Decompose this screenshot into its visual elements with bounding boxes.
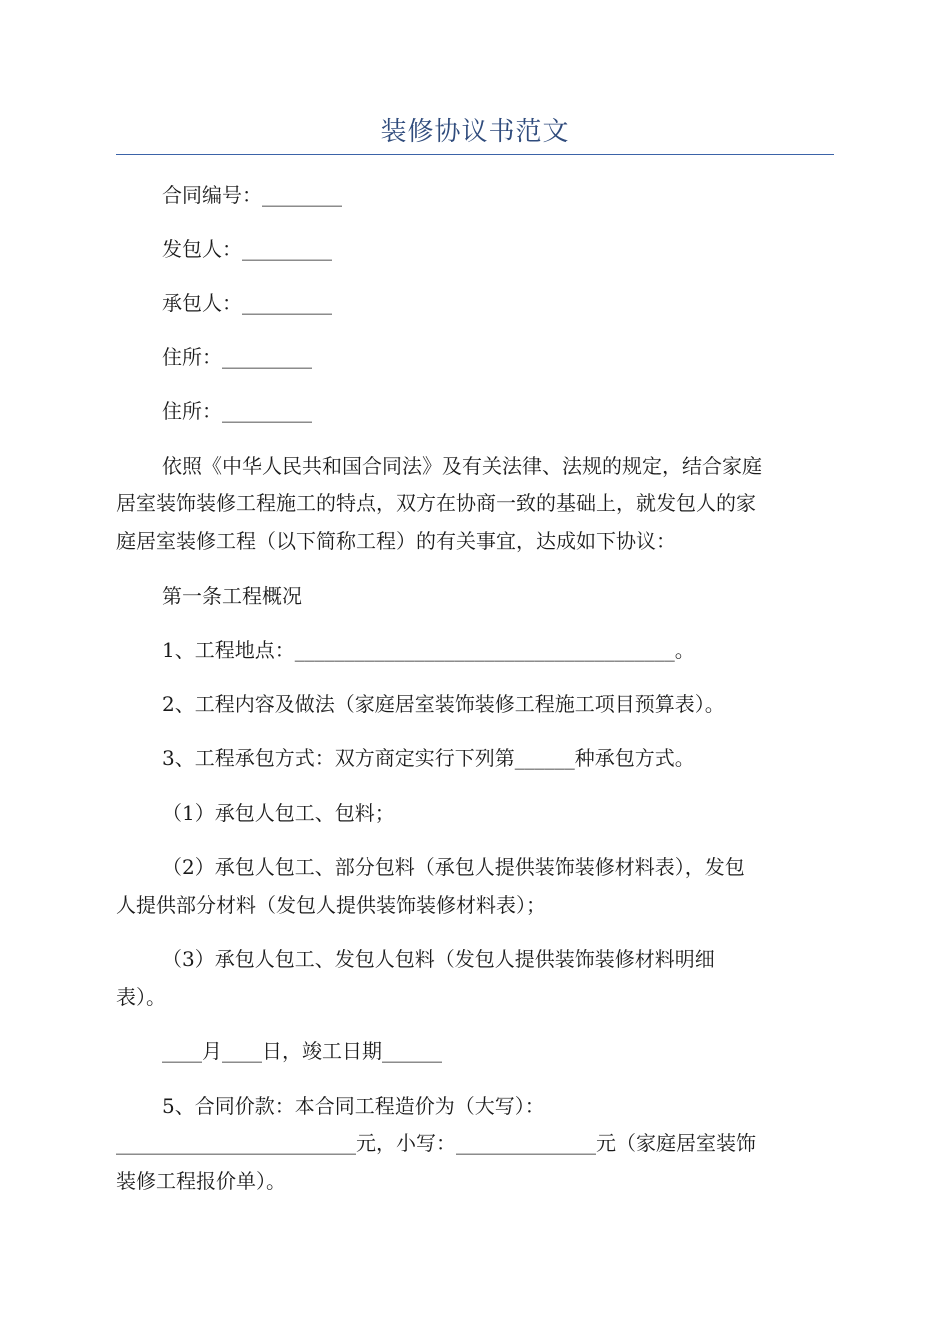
clause-1-location: 1、工程地点：______________________________________。 [162, 638, 695, 662]
preamble-line-1: 依照《中华人民共和国合同法》及有关法律、法规的规定，结合家庭 [162, 454, 762, 478]
address-line-1: 住所：_________ [162, 345, 312, 369]
clause-5-price-line-2: ________________________元，小写：______________元（家庭居室装饰 [116, 1131, 756, 1155]
title-underline [116, 154, 834, 155]
employer-line: 发包人：_________ [162, 237, 332, 261]
clause-5-price-line-1: 5、合同价款：本合同工程造价为（大写）： [162, 1094, 545, 1118]
preamble-line-2: 居室装饰装修工程施工的特点，双方在协商一致的基础上，就发包人的家 [116, 491, 756, 515]
preamble-line-3: 庭居室装修工程（以下简称工程）的有关事宜，达成如下协议： [116, 529, 676, 553]
address-line-2: 住所：_________ [162, 399, 312, 423]
clause-2-content: 2、工程内容及做法（家庭居室装饰装修工程施工项目预算表）。 [162, 692, 725, 716]
schedule-line: ____月____日，竣工日期______ [162, 1039, 442, 1063]
option-1: （1）承包人包工、包料； [162, 801, 395, 825]
document-title: 装修协议书范文 [380, 117, 570, 147]
contractor-line: 承包人：_________ [162, 291, 332, 315]
option-3-line-2: 表）。 [116, 985, 166, 1009]
article-1-heading: 第一条工程概况 [162, 584, 302, 608]
clause-5-price-line-3: 装修工程报价单）。 [116, 1169, 286, 1193]
option-2-line-2: 人提供部分材料（发包人提供装饰装修材料表）； [116, 893, 546, 917]
contract-number-line: 合同编号：________ [162, 183, 342, 207]
option-3-line-1: （3）承包人包工、发包人包料（发包人提供装饰装修材料明细 [162, 947, 715, 971]
clause-3-method: 3、工程承包方式：双方商定实行下列第______种承包方式。 [162, 746, 695, 770]
option-2-line-1: （2）承包人包工、部分包料（承包人提供装饰装修材料表），发包 [162, 855, 745, 879]
